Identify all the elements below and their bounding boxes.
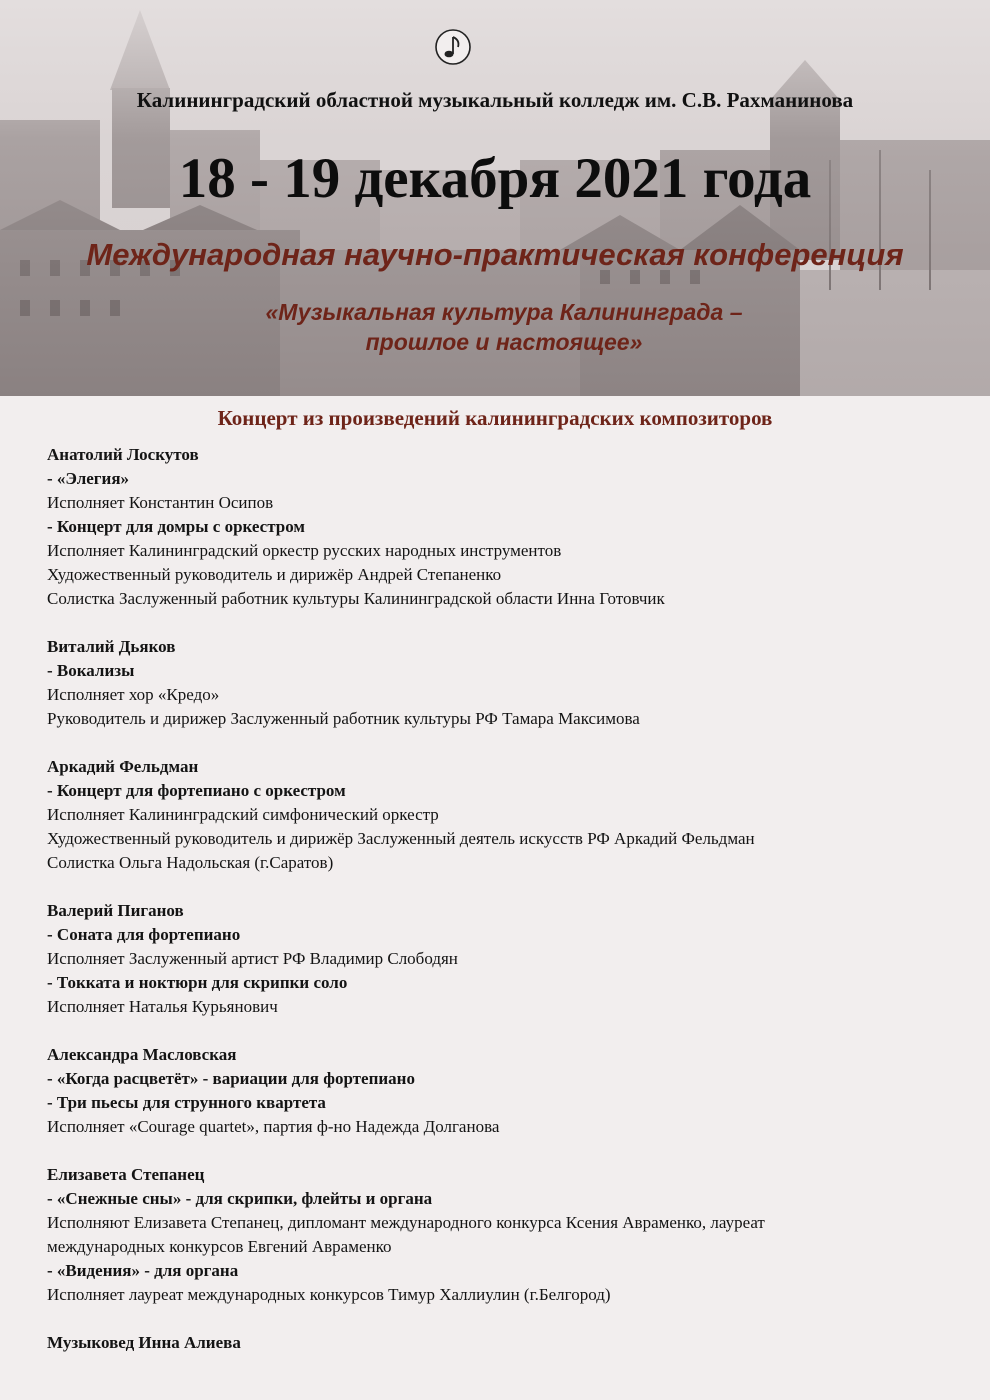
work-title: - Токката и ноктюрн для скрипки соло <box>47 973 348 992</box>
performer-line: Исполняют Елизавета Степанец, дипломант международного конкурса Ксения Авраменко, лауреат <box>47 1213 765 1232</box>
work-title: - «Когда расцветёт» - вариации для фортепиано <box>47 1069 415 1088</box>
work-title: - Концерт для домры с оркестром <box>47 517 305 536</box>
composer-block <box>47 755 967 875</box>
performer-line: Солистка Ольга Надольская (г.Саратов) <box>47 853 334 872</box>
performer-line: Исполняет Наталья Курьянович <box>47 997 278 1016</box>
composer-block <box>47 899 967 1019</box>
composer-name: Аркадий Фельдман <box>47 757 199 776</box>
work-title: - «Элегия» <box>47 469 130 488</box>
conference-theme <box>0 297 990 357</box>
musicologist: Музыковед Инна Алиева <box>47 1333 241 1352</box>
composer-block <box>47 1043 967 1139</box>
performer-line: Художественный руководитель и дирижёр Андрей Степаненко <box>47 565 502 584</box>
conference-title: Международная научно-практическая конференция <box>86 237 904 272</box>
work-title: - «Снежные сны» - для скрипки, флейты и органа <box>47 1189 433 1208</box>
work-title: - Вокализы <box>47 661 135 680</box>
performer-line: Солистка Заслуженный работник культуры Калининградской области Инна Готовчик <box>47 589 665 608</box>
performer-line: Исполняет «Courage quartet», партия ф-но Надежда Долганова <box>47 1117 500 1136</box>
music-note-icon <box>434 28 472 66</box>
performer-line: Исполняет Калининградский оркестр русских народных инструментов <box>47 541 562 560</box>
theme-line-2: прошлое и настоящее» <box>365 329 643 355</box>
composer-name: Валерий Пиганов <box>47 901 184 920</box>
performer-line: Исполняет лауреат международных конкурсов Тимур Халлиулин (г.Белгород) <box>47 1285 611 1304</box>
concert-title: Концерт из произведений калининградских композиторов <box>217 406 773 430</box>
header-banner <box>0 0 990 396</box>
performer-line: международных конкурсов Евгений Авраменко <box>47 1237 392 1256</box>
composer-block <box>47 1163 967 1307</box>
theme-line-1: «Музыкальная культура Калининграда – <box>265 299 743 325</box>
concert-program <box>47 443 967 1355</box>
performer-line: Исполняет Константин Осипов <box>47 493 274 512</box>
work-title: - Соната для фортепиано <box>47 925 241 944</box>
college-name: Калининградский областной музыкальный колледж им. С.В. Рахманинова <box>136 88 854 112</box>
performer-line: Художественный руководитель и дирижёр Заслуженный деятель искусств РФ Аркадий Фельдман <box>47 829 755 848</box>
performer-line: Исполняет Калининградский симфонический оркестр <box>47 805 439 824</box>
composer-name: Александра Масловская <box>47 1045 237 1064</box>
composer-block <box>47 443 967 611</box>
composer-name: Елизавета Степанец <box>47 1165 205 1184</box>
composer-name: Виталий Дьяков <box>47 637 176 656</box>
work-title: - Три пьесы для струнного квартета <box>47 1093 326 1112</box>
performer-line: Исполняет Заслуженный артист РФ Владимир Слободян <box>47 949 458 968</box>
performer-line: Исполняет хор «Кредо» <box>47 685 220 704</box>
work-title: - «Видения» - для органа <box>47 1261 239 1280</box>
composer-block <box>47 635 967 731</box>
performer-line: Руководитель и дирижер Заслуженный работник культуры РФ Тамара Максимова <box>47 709 640 728</box>
work-title: - Концерт для фортепиано с оркестром <box>47 781 346 800</box>
composer-name: Анатолий Лоскутов <box>47 445 199 464</box>
event-dates: 18 - 19 декабря 2021 года <box>178 147 812 210</box>
